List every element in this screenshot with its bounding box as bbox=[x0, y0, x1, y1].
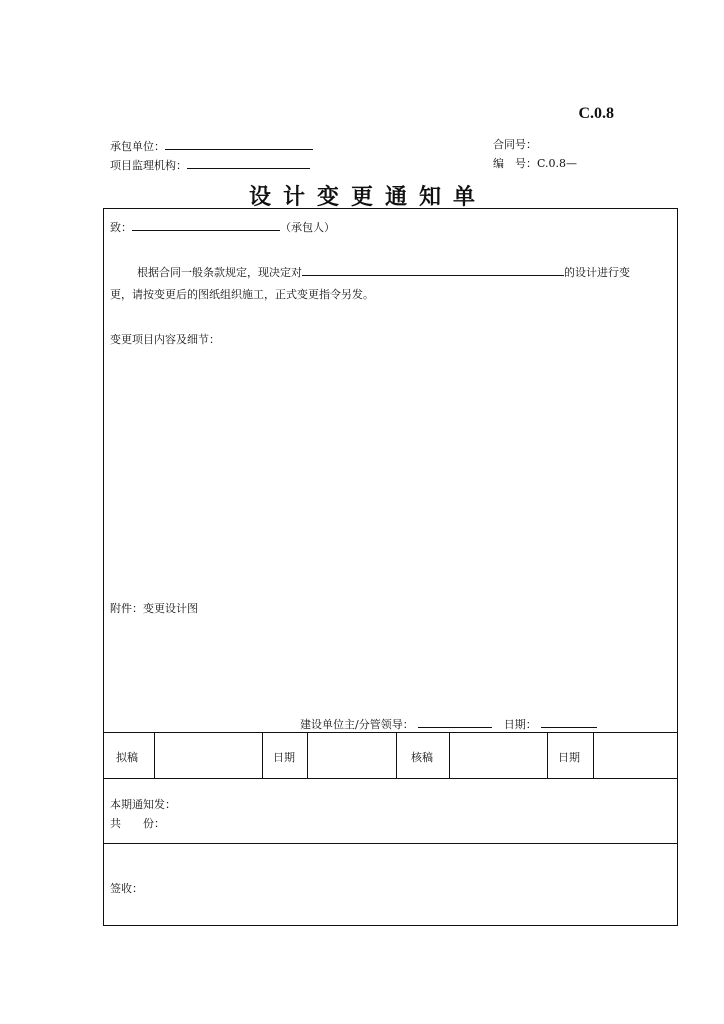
contract-no bbox=[493, 138, 537, 152]
divider bbox=[104, 778, 677, 779]
paragraph-line2: 更，请按变更后的图纸组织施工，正式变更指令另发。 bbox=[110, 288, 374, 301]
contractor-row bbox=[110, 138, 313, 154]
attachment-label: 附件：变更设计图 bbox=[110, 602, 198, 615]
to-field[interactable] bbox=[132, 219, 280, 231]
cell-divider bbox=[262, 732, 263, 778]
to-label: 致： bbox=[110, 221, 132, 234]
paragraph-part1: 根据合同一般条款规定，现决定对 bbox=[137, 266, 302, 279]
serial-value: C.0.8— bbox=[537, 157, 578, 170]
divider bbox=[104, 843, 677, 844]
date2-label: 日期 bbox=[558, 751, 580, 764]
review-field[interactable] bbox=[450, 733, 547, 778]
leader-field[interactable] bbox=[418, 716, 492, 728]
contract-no-label: 合同号： bbox=[493, 138, 537, 151]
receipt-label: 签收： bbox=[110, 882, 143, 895]
design-item-field[interactable] bbox=[302, 264, 564, 276]
supervisor-label: 项目监理机构： bbox=[110, 159, 187, 172]
contractor-label: 承包单位： bbox=[110, 140, 165, 153]
date2-field[interactable] bbox=[594, 733, 676, 778]
leader-date-label: 日期： bbox=[503, 718, 537, 731]
paragraph-line1 bbox=[137, 264, 630, 280]
paragraph-part2: 的设计进行变 bbox=[564, 266, 630, 279]
serial-no bbox=[493, 157, 577, 171]
serial-label: 编 号： bbox=[493, 157, 537, 170]
supervisor-row bbox=[110, 157, 310, 173]
to-row bbox=[110, 219, 335, 235]
review-label: 核稿 bbox=[411, 751, 433, 764]
leader-date-field[interactable] bbox=[541, 716, 597, 728]
form-table bbox=[103, 208, 678, 926]
notice-label: 本期通知发： bbox=[110, 798, 176, 811]
supervisor-field[interactable] bbox=[187, 157, 310, 169]
form-code: C.0.8 bbox=[578, 105, 614, 122]
draft-field[interactable] bbox=[155, 733, 262, 778]
draft-label: 拟稿 bbox=[116, 751, 138, 764]
date1-label: 日期 bbox=[273, 751, 295, 764]
contractor-field[interactable] bbox=[165, 138, 313, 150]
copies-label: 共 份： bbox=[110, 817, 165, 830]
date1-field[interactable] bbox=[308, 733, 396, 778]
leader-row bbox=[300, 716, 597, 732]
to-suffix: （承包人） bbox=[280, 221, 335, 234]
page-title: 设计变更通知单 bbox=[248, 185, 487, 210]
cell-divider bbox=[396, 732, 397, 778]
leader-label: 建设单位主/分管领导： bbox=[300, 718, 414, 731]
cell-divider bbox=[547, 732, 548, 778]
details-label: 变更项目内容及细节： bbox=[110, 333, 220, 346]
